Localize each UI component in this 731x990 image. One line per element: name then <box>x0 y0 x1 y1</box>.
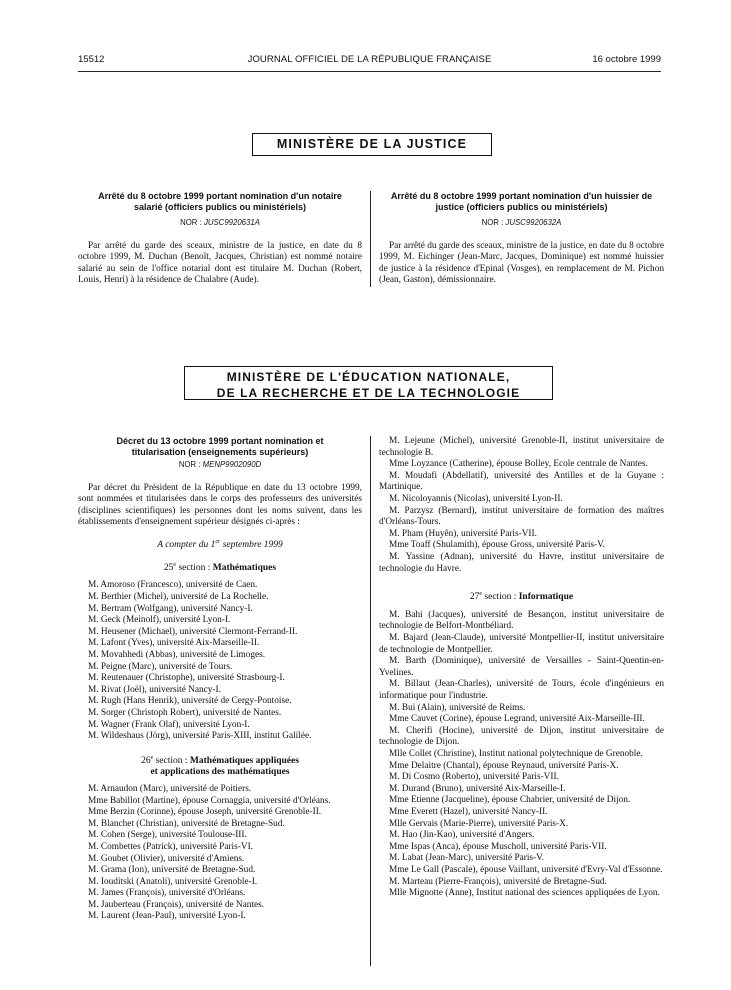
article-body: Par arrêté du garde des sceaux, ministre de la justice, en date du 8 octobre 1999, M. Eichinger (Jean-Marc, Jacques, Dominique) est nommé huissier de justice à la résidence d'Epinal (Vosges), en remplacement de M. Pichon (Jean, Gaston), démissionnaire. <box>379 240 664 286</box>
decree-title: Décret du 13 octobre 1999 portant nomination et titularisation (enseignements supérieurs) <box>116 436 324 457</box>
list-item: M. Laurent (Jean-Paul), université Lyon-I. <box>88 911 246 922</box>
list-item: M. James (François), université d'Orléans. <box>88 888 246 899</box>
list-item: M. Yassine (Adnan), université du Havre, institut universitaire de technologie du Havre. <box>379 551 664 574</box>
list-item: Mlle Collet (Christine), Institut national polytechnique de Grenoble. <box>389 749 643 759</box>
section-25-list <box>78 580 362 742</box>
list-item: M. Iouditski (Anatoli), université Grenoble-I. <box>88 876 258 887</box>
list-item: M. Rivat (Joël), université Nancy-I. <box>88 684 221 695</box>
list-item: M. Billaut (Jean-Charles), université de Tours, école d'ingénieurs en informatique pour l'industrie. <box>379 679 664 702</box>
list-item: Mlle Gervais (Marie-Pierre), université Paris-X. <box>389 818 569 829</box>
list-item: M. Bertram (Wolfgang), université Nancy-I. <box>88 603 253 614</box>
list-item: M. Hao (Jin-Kao), université d'Angers. <box>389 830 535 841</box>
section-25-heading: 25e section : Mathématiques <box>163 561 277 573</box>
page-number: 15512 <box>78 54 105 65</box>
section-27-list <box>379 610 664 900</box>
list-item: Mme Everett (Hazel), université Nancy-II. <box>389 806 548 817</box>
list-item: M. Berthier (Michel), université de La Rochelle. <box>88 592 269 603</box>
list-item: M. Grama (Ion), université de Bretagne-Sud. <box>88 865 256 876</box>
list-item: M. Reutenauer (Christophe), université Strasbourg-I. <box>88 673 285 684</box>
list-item: M. Di Cosmo (Roberto), université Paris-VII. <box>389 772 559 783</box>
column-divider <box>370 191 371 287</box>
list-item: Mme Ispas (Anca), épouse Muscholl, université Paris-VII. <box>389 841 607 852</box>
section-27-heading: 27e section : Informatique <box>469 591 574 603</box>
list-item: M. Arnaudon (Marc), université de Poitiers. <box>88 783 252 794</box>
list-item: Mlle Mignotte (Anne), Institut national des sciences appliquées de Lyon. <box>389 888 660 899</box>
list-item: M. Blanchet (Christian), université de Bretagne-Sud. <box>88 818 285 829</box>
journal-title: JOURNAL OFFICIEL DE LA RÉPUBLIQUE FRANÇAISE <box>247 54 492 65</box>
education-left-column <box>78 436 362 923</box>
header-rule <box>78 71 661 72</box>
list-item: M. Wagner (Frank Olaf), université Lyon-I. <box>88 719 250 730</box>
nor-label: NOR : <box>481 218 504 227</box>
list-item: M. Heusener (Michael), université Clermont-Ferrand-II. <box>88 626 298 637</box>
issue-date: 16 octobre 1999 <box>592 54 661 65</box>
education-right-column <box>379 436 664 900</box>
list-item: M. Labat (Jean-Marc), université Paris-V. <box>389 853 544 864</box>
ministry-justice-box <box>252 133 492 156</box>
page-header <box>78 54 661 68</box>
list-item: M. Combettes (Patrick), université Paris-VI. <box>88 841 253 852</box>
nor-code: JUSC9920631A <box>203 218 260 227</box>
article-body: Par arrêté du garde des sceaux, ministre de la justice, en date du 8 octobre 1999, M. Duchan (Benoît, Jacques, Christian) est nommé notaire salarié au sein de l'office notarial dont est titulaire M. Duchan (Robert, Louis, Henri) à la résidence de Chalabre (Aude). <box>78 240 362 286</box>
list-item: M. Goubet (Olivier), université d'Amiens. <box>88 853 245 864</box>
list-item: M. Cherifi (Hocine), université de Dijon, institut universitaire de technologie de Dijon. <box>379 725 664 748</box>
nor-code: JUSC9920632A <box>505 218 562 227</box>
section-26-list-continued <box>379 436 664 575</box>
list-item: M. Rugh (Hans Henrik), université de Cergy-Pontoise. <box>88 696 292 707</box>
list-item: M. Pham (Huyên), université Paris-VII. <box>389 528 537 539</box>
list-item: Mme Toaff (Shulamith), épouse Gross, université Paris-V. <box>389 540 605 551</box>
list-item: M. Wildeshaus (Jörg), université Paris-XIII, institut Galilée. <box>88 731 312 742</box>
article-title: Arrêté du 8 octobre 1999 portant nomination d'un huissier de justice (officiers publics ou ministériels) <box>390 191 653 212</box>
nor-label: NOR : <box>180 218 202 227</box>
nor-reference <box>78 217 362 229</box>
nor-code: MENP9902090D <box>202 460 262 469</box>
list-item: M. Lafont (Yves), université Aix-Marseille-II. <box>88 638 260 649</box>
list-item: M. Bui (Alain), université de Reims. <box>389 702 526 713</box>
list-item: Mme Cauvet (Corine), épouse Legrand, université Aix-Marseille-III. <box>389 714 645 725</box>
list-item: M. Parzysz (Bernard), institut universitaire de formation des maîtres d'Orléans-Tours. <box>379 505 664 528</box>
list-item: M. Sorger (Christoph Robert), université de Nantes. <box>88 708 282 718</box>
list-item: Mme Le Gall (Pascale), épouse Vaillant, université d'Evry-Val d'Essonne. <box>389 864 663 875</box>
article-title: Arrêté du 8 octobre 1999 portant nomination d'un notaire salarié (officiers publics ou ministériels) <box>98 191 342 212</box>
list-item: M. Bahi (Jacques), université de Besançon, institut universitaire de technologie de Belfort-Montbéliard. <box>379 609 664 632</box>
section-26-list <box>78 784 362 923</box>
list-item: M. Bajard (Jean-Claude), université Montpellier-II, institut universitaire de technologie de Montpellier. <box>379 633 664 655</box>
list-item: M. Peigne (Marc), université de Tours. <box>88 661 233 672</box>
list-item: M. Barth (Dominique), université de Versailles - Saint-Quentin-en-Yvelines. <box>379 656 664 678</box>
list-item: M. Amoroso (Francesco), université de Caen. <box>88 580 258 591</box>
list-item: M. Movahhedi (Abbas), université de Limoges. <box>88 650 266 661</box>
list-item: M. Geck (Meinolf), université Lyon-I. <box>88 615 231 626</box>
list-item: M. Marteau (Pierre-François), université de Bretagne-Sud. <box>389 876 607 887</box>
list-item: M. Cohen (Serge), université Toulouse-III. <box>88 830 247 841</box>
list-item: Mme Delaitre (Chantal), épouse Reynaud, université Paris-X. <box>389 760 619 771</box>
decree-intro: Par décret du Président de la République en date du 13 octobre 1999, sont nommées et titularisées dans le corps des professeurs des universités (disciplines scientifiques) les personnes dont les noms suivent, dans les établissements d'enseignement supérieur désignés ci-après : <box>78 482 362 528</box>
effective-date: A compter du 1er septembre 1999 <box>157 538 283 551</box>
nor-reference <box>379 217 664 229</box>
nor-label: NOR : <box>178 460 201 469</box>
list-item: M. Nicoloyannis (Nicolas), université Lyon-II. <box>389 493 563 504</box>
list-item: M. Jauberteau (François), université de Nantes. <box>88 899 265 910</box>
list-item: Mme Berzin (Corinne), épouse Joseph, université Grenoble-II. <box>88 807 322 818</box>
ministry-education-box <box>184 366 553 400</box>
list-item: Mme Babillot (Martine), épouse Cornaggia, université d'Orléans. <box>88 795 331 806</box>
ministry-education-title-line2: DE LA RECHERCHE ET DE LA TECHNOLOGIE <box>216 386 521 400</box>
list-item: Mme Etienne (Jacqueline), épouse Chabrier, université de Dijon. <box>389 795 631 806</box>
justice-left-article <box>78 191 362 287</box>
list-item: M. Durand (Bruno), université Aix-Marseille-I. <box>389 783 566 794</box>
column-divider <box>370 436 371 966</box>
nor-reference <box>78 459 362 471</box>
list-item: M. Moudafi (Abdellatif), université des Antilles et de la Guyane : Martinique. <box>379 470 664 493</box>
ministry-justice-title: MINISTÈRE DE LA JUSTICE <box>276 137 468 151</box>
list-item: M. Lejeune (Michel), université Grenoble-II, institut universitaire de technologie B. <box>379 436 664 458</box>
ministry-education-title-line1: MINISTÈRE DE L'ÉDUCATION NATIONALE, <box>226 370 511 384</box>
section-26-heading: 26e section : Mathématiques appliquées et applications des mathématiques <box>141 754 299 777</box>
justice-right-article <box>379 191 664 287</box>
list-item: Mme Loyzance (Catherine), épouse Bolley, Ecole centrale de Nantes. <box>389 459 648 470</box>
